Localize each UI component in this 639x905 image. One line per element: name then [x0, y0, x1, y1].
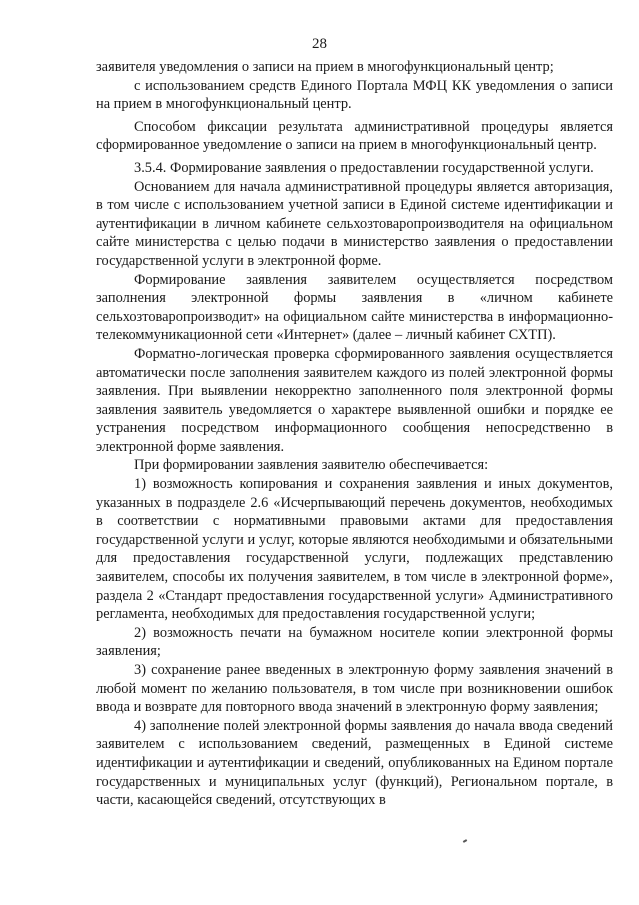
paragraph: Формирование заявления заявителем осуществляется посредством заполнения электронной формы заявления в «личном кабинете сельхозтоваропроизводит» на официальном сайте министерства в информационно-телекоммуникационной сети «Интернет» (далее – личный кабинет СХТП).: [96, 271, 613, 344]
scan-artifact: [463, 839, 467, 843]
paragraph: Форматно-логическая проверка сформированного заявления осуществляется автоматически после заполнения заявителем каждого из полей электронной формы заявления. При выявлении некорректно заполненного поля электронной формы заявления заявитель уведомляется о характере выявленной ошибки и порядке ее устранения посредством информационного сообщения непосредственно в электронной форме заявления.: [96, 345, 613, 455]
paragraph: Способом фиксации результата административной процедуры является сформированное уведомление о записи на прием в многофункциональный центр.: [96, 118, 613, 154]
paragraph: При формировании заявления заявителю обеспечивается:: [134, 457, 489, 474]
section-heading: 3.5.4. Формирование заявления о предоставлении государственной услуги.: [134, 159, 594, 176]
list-item: 4) заполнение полей электронной формы заявления до начала ввода сведений заявителем с использованием сведений, размещенных в Единой системе идентификации и аутентификации и сведений, опубликованных на Едином портале государственных и муниципальных услуг (функций), Региональном портале, в части, касающейся сведений, отсутствующих в: [96, 717, 613, 809]
paragraph: заявителя уведомления о записи на прием в многофункциональный центр;: [96, 59, 554, 75]
page-number: 28: [312, 36, 327, 52]
paragraph: с использованием средств Единого Портала МФЦ КК уведомления о записи на прием в многофункциональный центр.: [96, 77, 613, 113]
document-body: [96, 58, 613, 810]
paragraph: Основанием для начала административной процедуры является авторизация, в том числе с использованием учетной записи в Единой системе идентификации и аутентификации в личном кабинете сельхозтоваропроизводителя на официальном сайте министерства с целью подачи в министерство заявления о предоставлении государственной услуги в электронной форме.: [96, 178, 613, 269]
list-item: 3) сохранение ранее введенных в электронную форму заявления значений в любой момент по желанию пользователя, в том числе при возникновении ошибок ввода и возврате для повторного ввода значений в электронную форму заявления;: [96, 662, 613, 716]
list-item: 1) возможность копирования и сохранения заявления и иных документов, указанных в подразделе 2.6 «Исчерпывающий перечень документов, необходимых в соответствии с нормативными правовыми актами для предоставления государственной услуги и услуг, которые являются необходимыми и обязательными для предоставления государственной услуги, подлежащих представлению заявителем, способы их получения заявителем, в том числе в электронной форме», раздела 2 «Стандарт предоставления государственной услуги» Административного регламента, необходимых для предоставления государственной услуги;: [96, 476, 613, 623]
list-item: 2) возможность печати на бумажном носителе копии электронной формы заявления;: [96, 624, 613, 660]
